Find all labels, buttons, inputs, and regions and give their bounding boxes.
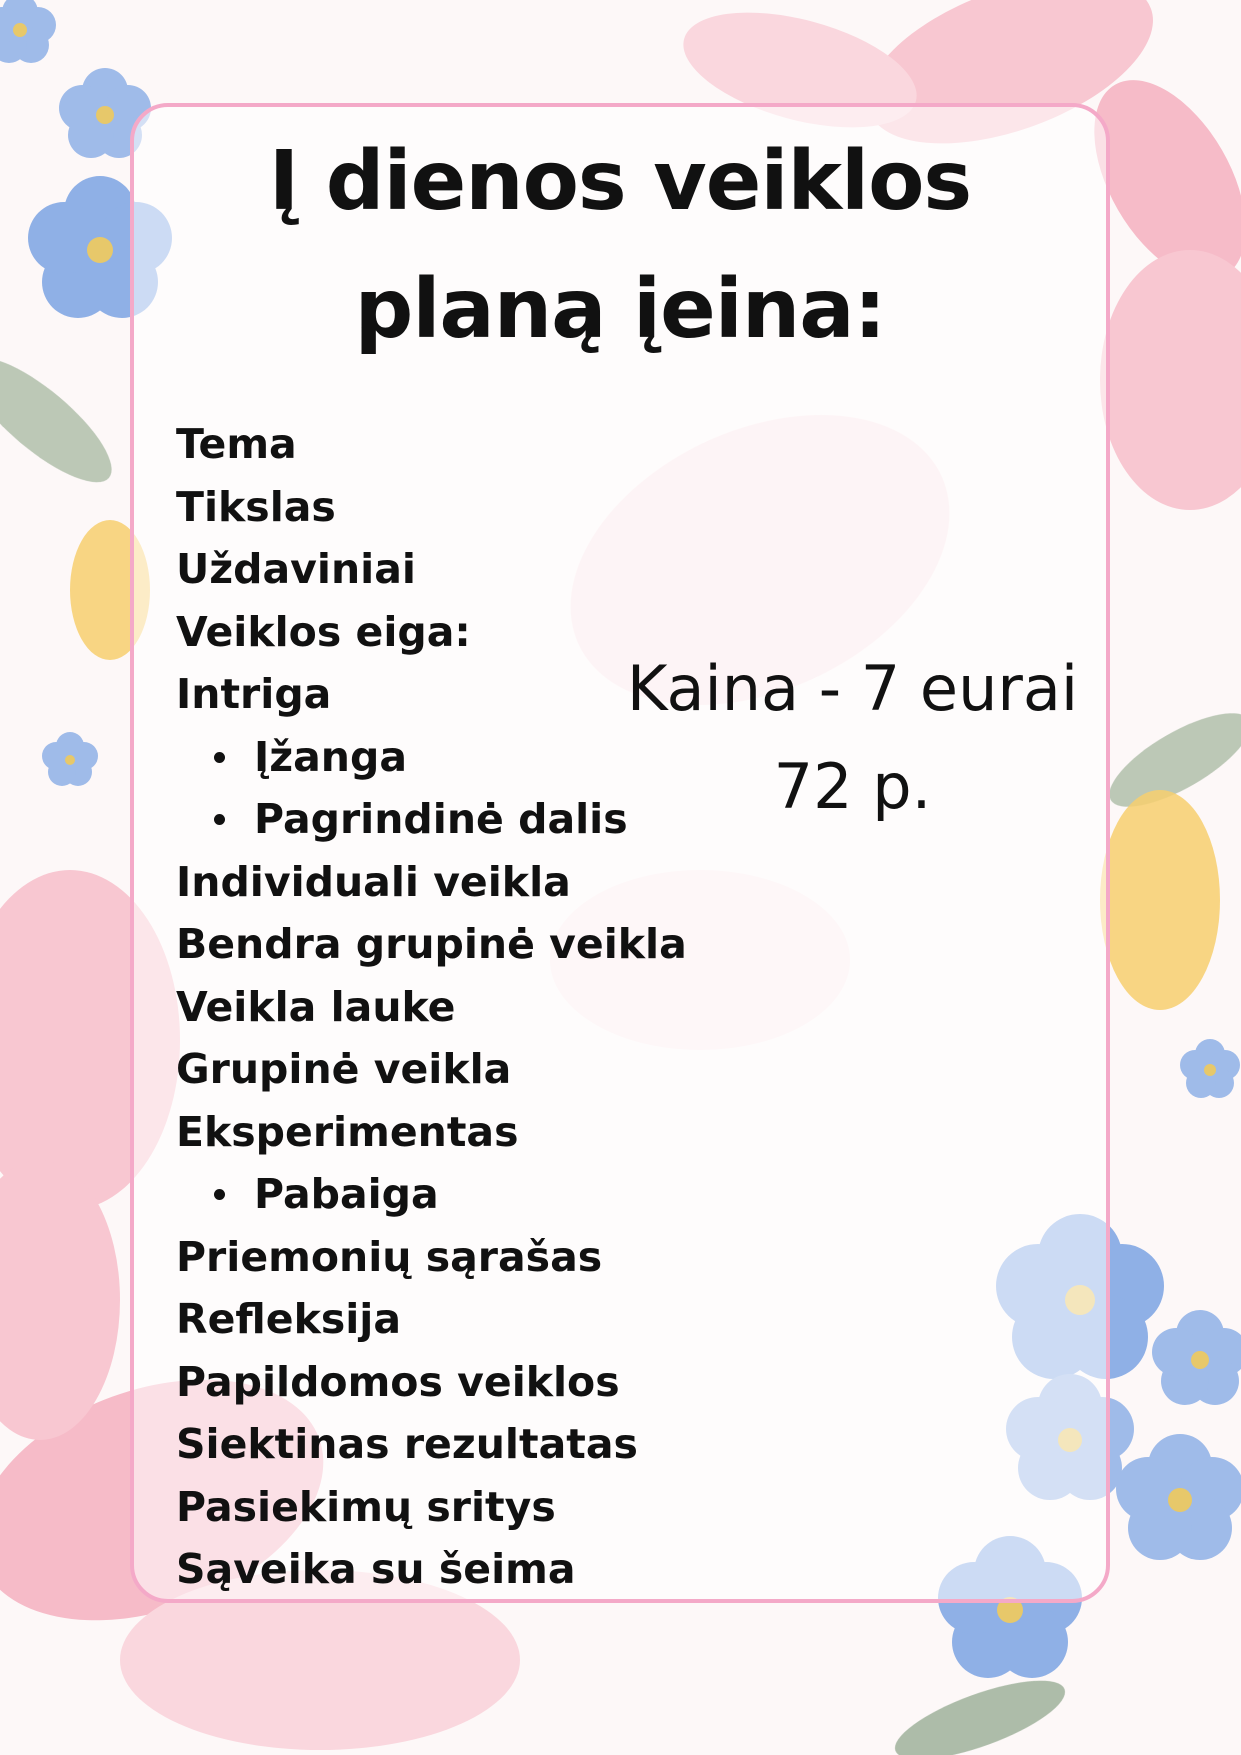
plan-contents-list: [176, 413, 687, 1601]
list-subitem: Įžanga: [176, 726, 687, 789]
price-block: [600, 640, 1105, 836]
title-line-2: planą įeina:: [354, 262, 886, 357]
list-item: Intriga: [176, 670, 332, 718]
list-item: Eksperimentas: [176, 1107, 519, 1156]
list-item: Bendra grupinė veikla: [176, 920, 687, 968]
list-item: Pasiekimų sritys: [176, 1482, 556, 1531]
list-item: Individuali veikla: [176, 857, 571, 906]
list-item: Sąveika su šeima: [176, 1545, 576, 1593]
list-subitem: Pagrindinė dalis: [176, 788, 687, 851]
list-item: Tema: [176, 420, 297, 468]
list-item: Priemonių sąrašas: [176, 1232, 603, 1281]
list-item: Siektinas rezultatas: [176, 1420, 638, 1468]
page-title: [130, 118, 1110, 374]
list-item: Uždaviniai: [176, 545, 416, 593]
list-item: Tikslas: [176, 482, 336, 531]
list-item: Refleksija: [176, 1295, 402, 1343]
list-subitem: Pabaiga: [176, 1163, 687, 1226]
title-line-1: Į dienos veiklos: [268, 134, 972, 229]
page-count: 72 p.: [773, 750, 932, 823]
list-item: Grupinė veikla: [176, 1045, 512, 1093]
yellow-flower-right: [1100, 790, 1220, 1010]
list-item: Veiklos eiga:: [176, 607, 471, 656]
list-item: Papildomos veiklos: [176, 1357, 620, 1406]
list-item: Veikla lauke: [176, 982, 456, 1031]
price-text: Kaina - 7 eurai: [626, 652, 1079, 725]
